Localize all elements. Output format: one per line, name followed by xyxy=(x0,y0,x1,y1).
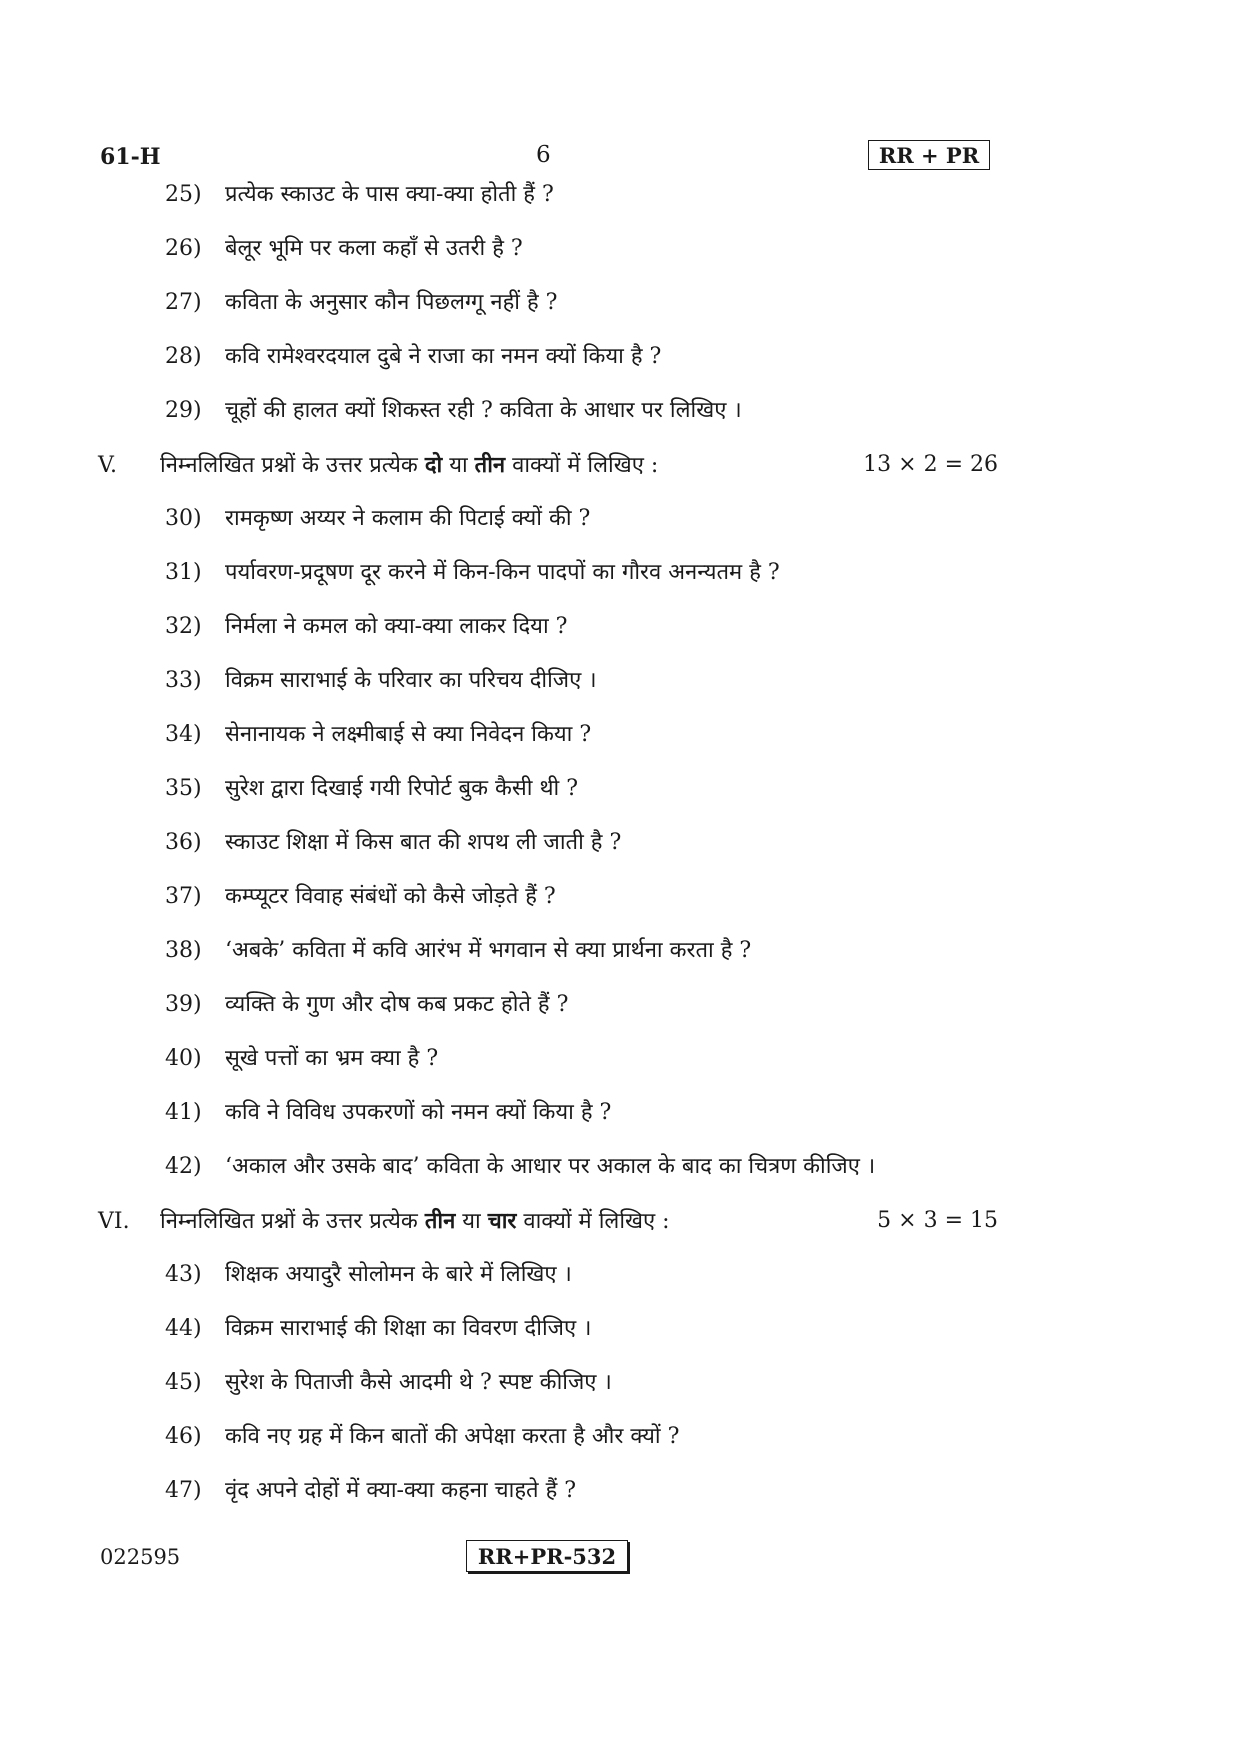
question-text: सेनानायक ने लक्ष्मीबाई से क्या निवेदन किया ? xyxy=(225,722,592,747)
question-number: 46) xyxy=(165,1424,202,1449)
question-number: 44) xyxy=(165,1316,202,1341)
question-item xyxy=(165,882,556,912)
question-item xyxy=(165,396,742,426)
page-number: 6 xyxy=(536,142,551,168)
question-text: कम्प्यूटर विवाह संबंधों को कैसे जोड़ते हैं ? xyxy=(225,884,556,909)
question-item xyxy=(165,828,621,858)
serial-number: 022595 xyxy=(100,1545,181,1569)
section-roman: V. xyxy=(98,453,118,478)
question-number: 29) xyxy=(165,398,202,423)
question-text: ‘अकाल और उसके बाद’ कविता के आधार पर अकाल के बाद का चित्रण कीजिए । xyxy=(225,1154,876,1179)
question-text: कवि नए ग्रह में किन बातों की अपेक्षा करता है और क्यों ? xyxy=(225,1424,680,1449)
question-item xyxy=(165,1044,438,1074)
question-item xyxy=(165,1098,611,1128)
question-item xyxy=(165,1368,612,1398)
question-number: 47) xyxy=(165,1478,202,1503)
question-item xyxy=(165,666,597,696)
question-number: 25) xyxy=(165,182,202,207)
question-item xyxy=(165,612,567,642)
question-number: 35) xyxy=(165,776,202,801)
paper-code: 61-H xyxy=(100,144,161,170)
question-text: कवि ने विविध उपकरणों को नमन क्यों किया है ? xyxy=(225,1100,612,1125)
question-number: 32) xyxy=(165,614,202,639)
question-item xyxy=(165,234,523,264)
question-text: कविता के अनुसार कौन पिछलग्गू नहीं है ? xyxy=(225,290,558,315)
question-item xyxy=(165,504,590,534)
question-item xyxy=(165,1422,679,1452)
question-text: सुरेश द्वारा दिखाई गयी रिपोर्ट बुक कैसी थी ? xyxy=(225,776,578,801)
question-number: 31) xyxy=(165,560,202,585)
question-text: विक्रम साराभाई की शिक्षा का विवरण दीजिए । xyxy=(225,1316,592,1341)
question-item xyxy=(165,1152,875,1182)
question-text: ‘अबके’ कविता में कवि आरंभ में भगवान से क्या प्रार्थना करता है ? xyxy=(225,938,752,963)
question-item xyxy=(165,180,554,210)
question-item xyxy=(165,342,661,372)
question-number: 41) xyxy=(165,1100,202,1125)
question-number: 36) xyxy=(165,830,202,855)
question-number: 45) xyxy=(165,1370,202,1395)
question-number: 26) xyxy=(165,236,202,261)
question-text: पर्यावरण-प्रदूषण दूर करने में किन-किन पादपों का गौरव अनन्यतम है ? xyxy=(225,560,780,585)
question-number: 37) xyxy=(165,884,202,909)
question-text: चूहों की हालत क्यों शिकस्त रही ? कविता के आधार पर लिखिए । xyxy=(225,398,742,423)
question-text: शिक्षक अयादुरै सोलोमन के बारे में लिखिए । xyxy=(225,1262,572,1287)
question-text: विक्रम साराभाई के परिवार का परिचय दीजिए । xyxy=(225,668,597,693)
question-number: 38) xyxy=(165,938,202,963)
question-number: 28) xyxy=(165,344,202,369)
question-item xyxy=(165,774,578,804)
question-number: 33) xyxy=(165,668,202,693)
series-box: RR + PR xyxy=(868,140,990,170)
question-text: सुरेश के पिताजी कैसे आदमी थे ? स्पष्ट कीजिए । xyxy=(225,1370,612,1395)
question-text: व्यक्ति के गुण और दोष कब प्रकट होते हैं ? xyxy=(225,992,569,1017)
question-number: 40) xyxy=(165,1046,202,1071)
question-text: वृंद अपने दोहों में क्या-क्या कहना चाहते हैं ? xyxy=(225,1478,577,1503)
section-roman: VI. xyxy=(98,1209,130,1234)
question-item xyxy=(165,288,557,318)
question-item xyxy=(165,1260,572,1290)
question-item xyxy=(165,558,780,588)
question-number: 43) xyxy=(165,1262,202,1287)
section-vi-heading xyxy=(98,1206,998,1237)
question-number: 27) xyxy=(165,290,202,315)
question-text: रामकृष्ण अय्यर ने कलाम की पिटाई क्यों की ? xyxy=(225,506,591,531)
section-marks: 13 × 2 = 26 xyxy=(863,452,998,477)
question-item xyxy=(165,1476,576,1506)
question-text: निर्मला ने कमल को क्या-क्या लाकर दिया ? xyxy=(225,614,568,639)
question-text: स्काउट शिक्षा में किस बात की शपथ ली जाती है ? xyxy=(225,830,622,855)
question-item xyxy=(165,936,751,966)
paper-code-box: RR+PR-532 xyxy=(466,1540,628,1572)
question-text: सूखे पत्तों का भ्रम क्या है ? xyxy=(225,1046,439,1071)
question-item xyxy=(165,990,568,1020)
question-item xyxy=(165,1314,591,1344)
question-number: 34) xyxy=(165,722,202,747)
question-number: 42) xyxy=(165,1154,202,1179)
question-text: बेलूर भूमि पर कला कहाँ से उतरी है ? xyxy=(225,236,523,261)
question-number: 39) xyxy=(165,992,202,1017)
question-text: कवि रामेश्वरदयाल दुबे ने राजा का नमन क्यों किया है ? xyxy=(225,344,662,369)
question-number: 30) xyxy=(165,506,202,531)
section-marks: 5 × 3 = 15 xyxy=(877,1208,998,1233)
section-instruction: निम्नलिखित प्रश्नों के उत्तर प्रत्येक तीन या चार वाक्यों में लिखिए : xyxy=(160,1208,670,1234)
question-text: प्रत्येक स्काउट के पास क्या-क्या होती हैं ? xyxy=(225,182,554,207)
question-item xyxy=(165,720,591,750)
section-instruction: निम्नलिखित प्रश्नों के उत्तर प्रत्येक दो या तीन वाक्यों में लिखिए : xyxy=(160,452,659,478)
section-v-heading xyxy=(98,450,998,481)
